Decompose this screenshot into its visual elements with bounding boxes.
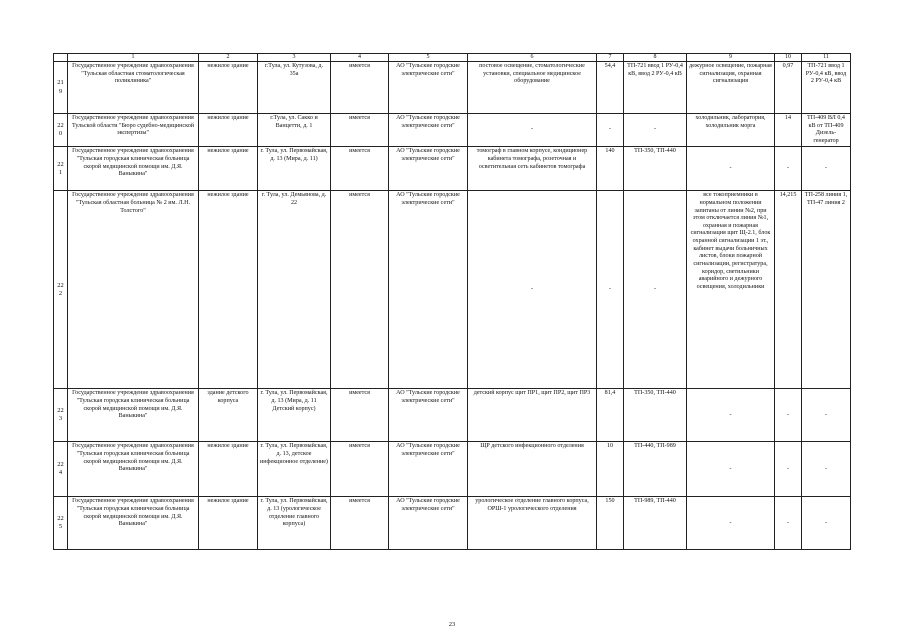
tp-cell: ТП-721 ввод 1 РУ-0,4 кВ, ввод 2 РУ-0,4 кВ [624, 62, 687, 114]
table-body [54, 54, 851, 550]
building-type-cell: нежилое здание [199, 191, 258, 389]
table-row [54, 147, 851, 191]
status-cell: имеется [331, 497, 389, 550]
reserve-source-cell: - [802, 442, 851, 497]
supplier-cell: АО "Тульские городские электрические сети" [389, 191, 468, 389]
reserve-source-cell: ТП-258 линия 1, ТП-47 линия 2 [802, 191, 851, 389]
address-cell: г. Тула, ул. Первомайская, д. 13 (Мира, д. 11) [258, 147, 331, 191]
supplier-cell: АО "Тульские городские электрические сети" [389, 147, 468, 191]
supplier-cell: АО "Тульские городские электрические сети" [389, 442, 468, 497]
header-cell: 9 [687, 54, 775, 62]
column-number-row [54, 54, 851, 62]
reserve-consumers-cell: - [687, 497, 775, 550]
header-cell: 4 [331, 54, 389, 62]
reserve-power-cell: 14 [775, 114, 802, 147]
status-cell: имеется [331, 389, 389, 442]
power-cell: - [597, 191, 624, 389]
building-type-cell: нежилое здание [199, 62, 258, 114]
reserve-power-cell: - [775, 147, 802, 191]
reserve-consumers-cell: - [687, 442, 775, 497]
tp-cell: ТП-350, ТП-440 [624, 389, 687, 442]
address-cell: г. Тула, ул. Первомайская, д. 13 (урологическое отделение главного корпуса) [258, 497, 331, 550]
header-cell: 8 [624, 54, 687, 62]
table-row [54, 497, 851, 550]
header-cell: 11 [802, 54, 851, 62]
page-number: 23 [448, 621, 456, 628]
table-row [54, 442, 851, 497]
table-row [54, 62, 851, 114]
tp-cell: ТП-440, ТП-989 [624, 442, 687, 497]
building-type-cell: нежилое здание [199, 114, 258, 147]
reserve-consumers-cell: все токоприемники в нормальном положении запитаны от линии №2, при этом отключается линия №1, охранная и пожарная сигнализация щит Щ-2.1, блок охранной сигнализации 1 эт., кабинет выдачи больничных листов, блоки пожарной сигнализации, регистратура, коридор, светильники аварийного и дежурного освещения, холодильники [687, 191, 775, 389]
address-cell: г.Тула, ул. Кутузова, д. 35а [258, 62, 331, 114]
address-cell: г. Тула, ул. Первомайская, д. 13, детское инфекционное отделение) [258, 442, 331, 497]
org-cell: Государственное учреждение здравоохранения "Тульская городская клиническая больница скорой медицинской помощи им. Д.Я. Ваныкина" [68, 497, 199, 550]
header-cell: 7 [597, 54, 624, 62]
header-cell: 1 [68, 54, 199, 62]
header-cell-blank [54, 54, 68, 62]
reserve-source-cell: ТП-409 ВЛ 0,4 кВ от ТП-409 Дизель-генератор [802, 114, 851, 147]
supplier-cell: АО "Тульские городские электрические сети" [389, 62, 468, 114]
reserve-source-cell: - [802, 389, 851, 442]
tp-cell: - [624, 114, 687, 147]
consumers-cell: - [468, 191, 597, 389]
status-cell: имеется [331, 442, 389, 497]
row-number: 222 [54, 191, 68, 389]
row-number: 225 [54, 497, 68, 550]
row-number: 224 [54, 442, 68, 497]
row-number: 221 [54, 147, 68, 191]
header-cell: 6 [468, 54, 597, 62]
supplier-cell: АО "Тульские городские электрические сети" [389, 114, 468, 147]
consumers-cell: постовое освещение, стоматологические установки, специальное медицинское оборудование [468, 62, 597, 114]
org-cell: Государственное учреждение здравоохранения "Тульская областная стоматологическая поликлиника" [68, 62, 199, 114]
org-cell: Государственное учреждение здравоохранения "Тульская городская клиническая больница скорой медицинской помощи им. Д.Я. Ваныкина" [68, 147, 199, 191]
consumers-cell: ЩР детского инфекционного отделения [468, 442, 597, 497]
row-number: 223 [54, 389, 68, 442]
reserve-source-cell: ТП-721 ввод 1 РУ-0,4 кВ, ввод 2 РУ-0,4 кВ [802, 62, 851, 114]
header-cell: 10 [775, 54, 802, 62]
org-cell: Государственное учреждение здравоохранения Тульской области "Бюро судебно-медицинской экспертизы" [68, 114, 199, 147]
reserve-source-cell: - [802, 147, 851, 191]
tp-cell: ТП-989, ТП-440 [624, 497, 687, 550]
building-type-cell: нежилое здание [199, 147, 258, 191]
org-cell: Государственное учреждение здравоохранения "Тульская городская клиническая больница скорой медицинской помощи им. Д.Я. Ваныкина" [68, 389, 199, 442]
status-cell: имеется [331, 62, 389, 114]
reserve-power-cell: 0,97 [775, 62, 802, 114]
reserve-power-cell: - [775, 442, 802, 497]
power-cell: 150 [597, 497, 624, 550]
building-type-cell: нежилое здание [199, 442, 258, 497]
row-number: 220 [54, 114, 68, 147]
power-cell: - [597, 114, 624, 147]
reserve-power-cell: 14,215 [775, 191, 802, 389]
address-cell: г. Тула, ул. Демьянова, д. 22 [258, 191, 331, 389]
org-cell: Государственное учреждение здравоохранения "Тульская городская клиническая больница скорой медицинской помощи им. Д.Я. Ваныкина" [68, 442, 199, 497]
org-cell: Государственное учреждение здравоохранения "Тульская областная больница № 2 им. Л.Н. Толстого" [68, 191, 199, 389]
power-cell: 81,4 [597, 389, 624, 442]
reserve-power-cell: - [775, 497, 802, 550]
table-row [54, 114, 851, 147]
power-cell: 54,4 [597, 62, 624, 114]
table-row [54, 191, 851, 389]
tp-cell: - [624, 191, 687, 389]
tp-cell: ТП-350, ТП-440 [624, 147, 687, 191]
building-type-cell: нежилое здание [199, 497, 258, 550]
register-table [53, 53, 851, 550]
consumers-cell: - [468, 114, 597, 147]
power-cell: 10 [597, 442, 624, 497]
reserve-power-cell: - [775, 389, 802, 442]
table-row [54, 389, 851, 442]
supplier-cell: АО "Тульские городские электрические сети" [389, 389, 468, 442]
address-cell: г.Тула, ул. Сакко и Ванцетти, д. 1 [258, 114, 331, 147]
reserve-source-cell: - [802, 497, 851, 550]
status-cell: имеется [331, 147, 389, 191]
reserve-consumers-cell: - [687, 389, 775, 442]
power-cell: 140 [597, 147, 624, 191]
header-cell: 2 [199, 54, 258, 62]
header-cell: 3 [258, 54, 331, 62]
address-cell: г. Тула, ул. Первомайская, д. 13 (Мира, д. 11 Детский корпус) [258, 389, 331, 442]
consumers-cell: томограф в главном корпусе, кондиционер кабинета томографа, розеточная и осветительная сеть кабинетов томографа [468, 147, 597, 191]
consumers-cell: детский корпус щит ПР1, щит ПР2, щит ПР3 [468, 389, 597, 442]
reserve-consumers-cell: дежурное освещение, пожарная сигнализация, охранная сигнализация [687, 62, 775, 114]
reserve-consumers-cell: - [687, 147, 775, 191]
reserve-consumers-cell: холодильник, лаборатория, холодильник морга [687, 114, 775, 147]
header-cell: 5 [389, 54, 468, 62]
status-cell: имеется [331, 191, 389, 389]
building-type-cell: здание детского корпуса [199, 389, 258, 442]
status-cell: имеется [331, 114, 389, 147]
row-number: 219 [54, 62, 68, 114]
supplier-cell: АО "Тульские городские электрические сети" [389, 497, 468, 550]
consumers-cell: урологическое отделение главного корпуса, ОРШ-1 урологического отделения [468, 497, 597, 550]
